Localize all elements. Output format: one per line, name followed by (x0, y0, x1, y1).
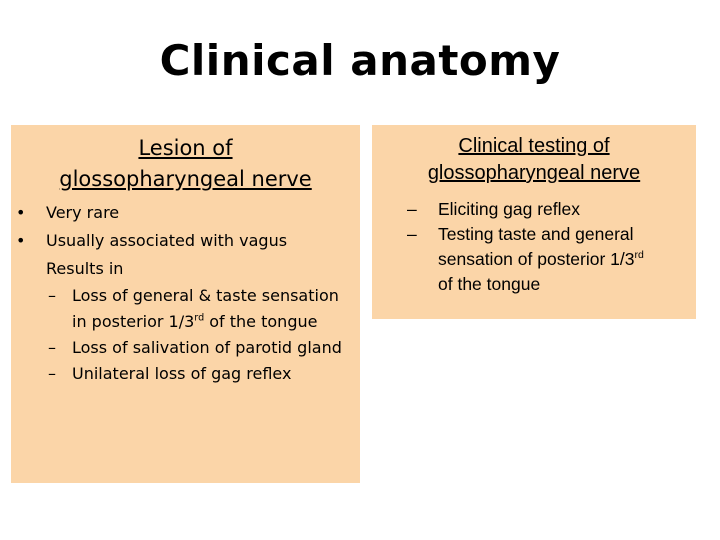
sub-list-item (11, 335, 360, 361)
lesion-heading (11, 133, 360, 195)
testing-heading-line1: Clinical testing of (458, 135, 610, 157)
list-item-line2: sensation of posterior 1/3rd (438, 249, 644, 269)
list-item (11, 199, 360, 227)
sub-item-line1: Loss of general & taste sensation (72, 286, 339, 305)
dash-icon: – (48, 338, 56, 357)
dash-icon: – (48, 364, 56, 383)
results-in-text: Results in (46, 259, 124, 278)
bullet-icon: • (16, 231, 26, 250)
lesion-heading-line1: Lesion of (138, 136, 233, 160)
testing-heading (372, 133, 696, 187)
slide-title: Clinical anatomy (159, 36, 561, 85)
sub-item-line2: in posterior 1/3rd of the tongue (72, 312, 318, 331)
testing-heading-line2: glossopharyngeal nerve (427, 162, 641, 184)
list-item-line3: of the tongue (438, 274, 541, 294)
sub-list-item (11, 283, 360, 335)
list-item-text: Eliciting gag reflex (438, 199, 581, 219)
dash-icon: – (48, 286, 56, 305)
list-item-text: Usually associated with vagus (46, 231, 288, 250)
list-item (372, 197, 696, 222)
lesion-panel (11, 125, 360, 483)
sub-list-item (11, 361, 360, 387)
sub-item-text: Unilateral loss of gag reflex (72, 364, 292, 383)
dash-icon: – (407, 199, 417, 219)
dash-icon: – (407, 224, 417, 244)
list-item (11, 227, 360, 255)
list-item-line1: Testing taste and general (438, 224, 634, 244)
testing-panel (372, 125, 696, 319)
list-item (372, 222, 696, 297)
lesion-heading-line2: glossopharyngeal nerve (59, 167, 312, 191)
sub-item-text: Loss of salivation of parotid gland (72, 338, 342, 357)
list-item-text: Very rare (46, 203, 120, 222)
bullet-icon: • (16, 203, 26, 222)
testing-list (372, 197, 696, 297)
lesion-list (11, 199, 360, 387)
